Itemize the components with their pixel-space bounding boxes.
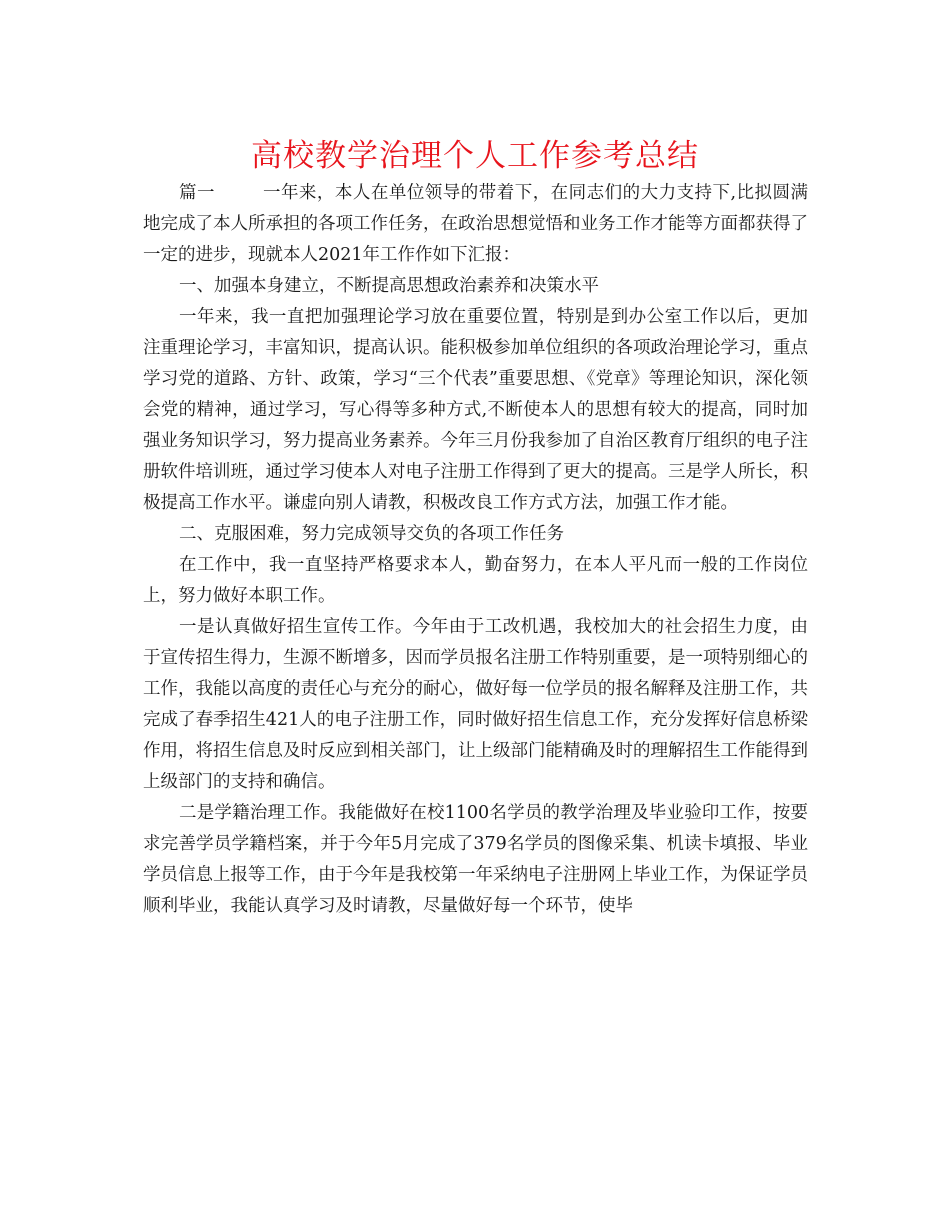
paragraph-text: 一年来，本人在单位领导的带着下，在同志们的大力支持下,比拟圆满地完成了本人所承担的各项工作任务，在政治思想觉悟和业务工作才能等方面都获得了一定的进步，现就本人2021年工作作如下汇报： — [143, 183, 809, 265]
document-title: 高校教学治理个人工作参考总结 — [251, 138, 699, 174]
paragraph-1 — [143, 178, 808, 271]
paragraph-5: 二是学籍治理工作。我能做好在校1100名学员的教学治理及毕业验印工作，按要求完善学员学籍档案，并于今年5月完成了379名学员的图像采集、机读卡填报、毕业学员信息上报等工作，由于今年是我校第一年采纳电子注册网上毕业工作，为保证学员顺利毕业，我能认真学习及时请教，尽量做好每一个环节，使毕 — [143, 803, 808, 916]
section-label: 篇一 — [179, 183, 215, 203]
section-heading-1: 一、加强本身建立，不断提高思想政治素养和决策水平 — [179, 276, 599, 296]
section-heading-2: 二、克服困难，努力完成领导交负的各项工作任务 — [179, 524, 564, 544]
paragraph-3: 在工作中，我一直坚持严格要求本人，勤奋努力，在本人平凡而一般的工作岗位上，努力做好本职工作。 — [143, 555, 808, 606]
paragraph-2: 一年来，我一直把加强理论学习放在重要位置，特别是到办公室工作以后，更加注重理论学习，丰富知识，提高认识。能积极参加单位组织的各项政治理论学习，重点学习党的道路、方针、政策，学习“三个代表”重要思想、《党章》等理论知识，深化领会党的精神，通过学习，写心得等多种方式,不断使本人的思想有较大的提高，同时加强业务知识学习，努力提高业务素养。今年三月份我参加了自治区教育厅组织的电子注册软件培训班，通过学习使本人对电子注册工作得到了更大的提高。三是学人所长，积极提高工作水平。谦虚向别人请教，积极改良工作方式方法，加强工作才能。 — [143, 307, 808, 513]
paragraph-4: 一是认真做好招生宣传工作。今年由于工改机遇，我校加大的社会招生力度，由于宣传招生得力，生源不断增多，因而学员报名注册工作特别重要，是一项特别细心的工作，我能以高度的责任心与充分的耐心，做好每一位学员的报名解释及注册工作，共完成了春季招生421人的电子注册工作，同时做好招生信息工作，充分发挥好信息桥梁作用，将招生信息及时反应到相关部门，让上级部门能精确及时的理解招生工作能得到上级部门的支持和确信。 — [143, 617, 808, 792]
document-body — [143, 178, 808, 922]
